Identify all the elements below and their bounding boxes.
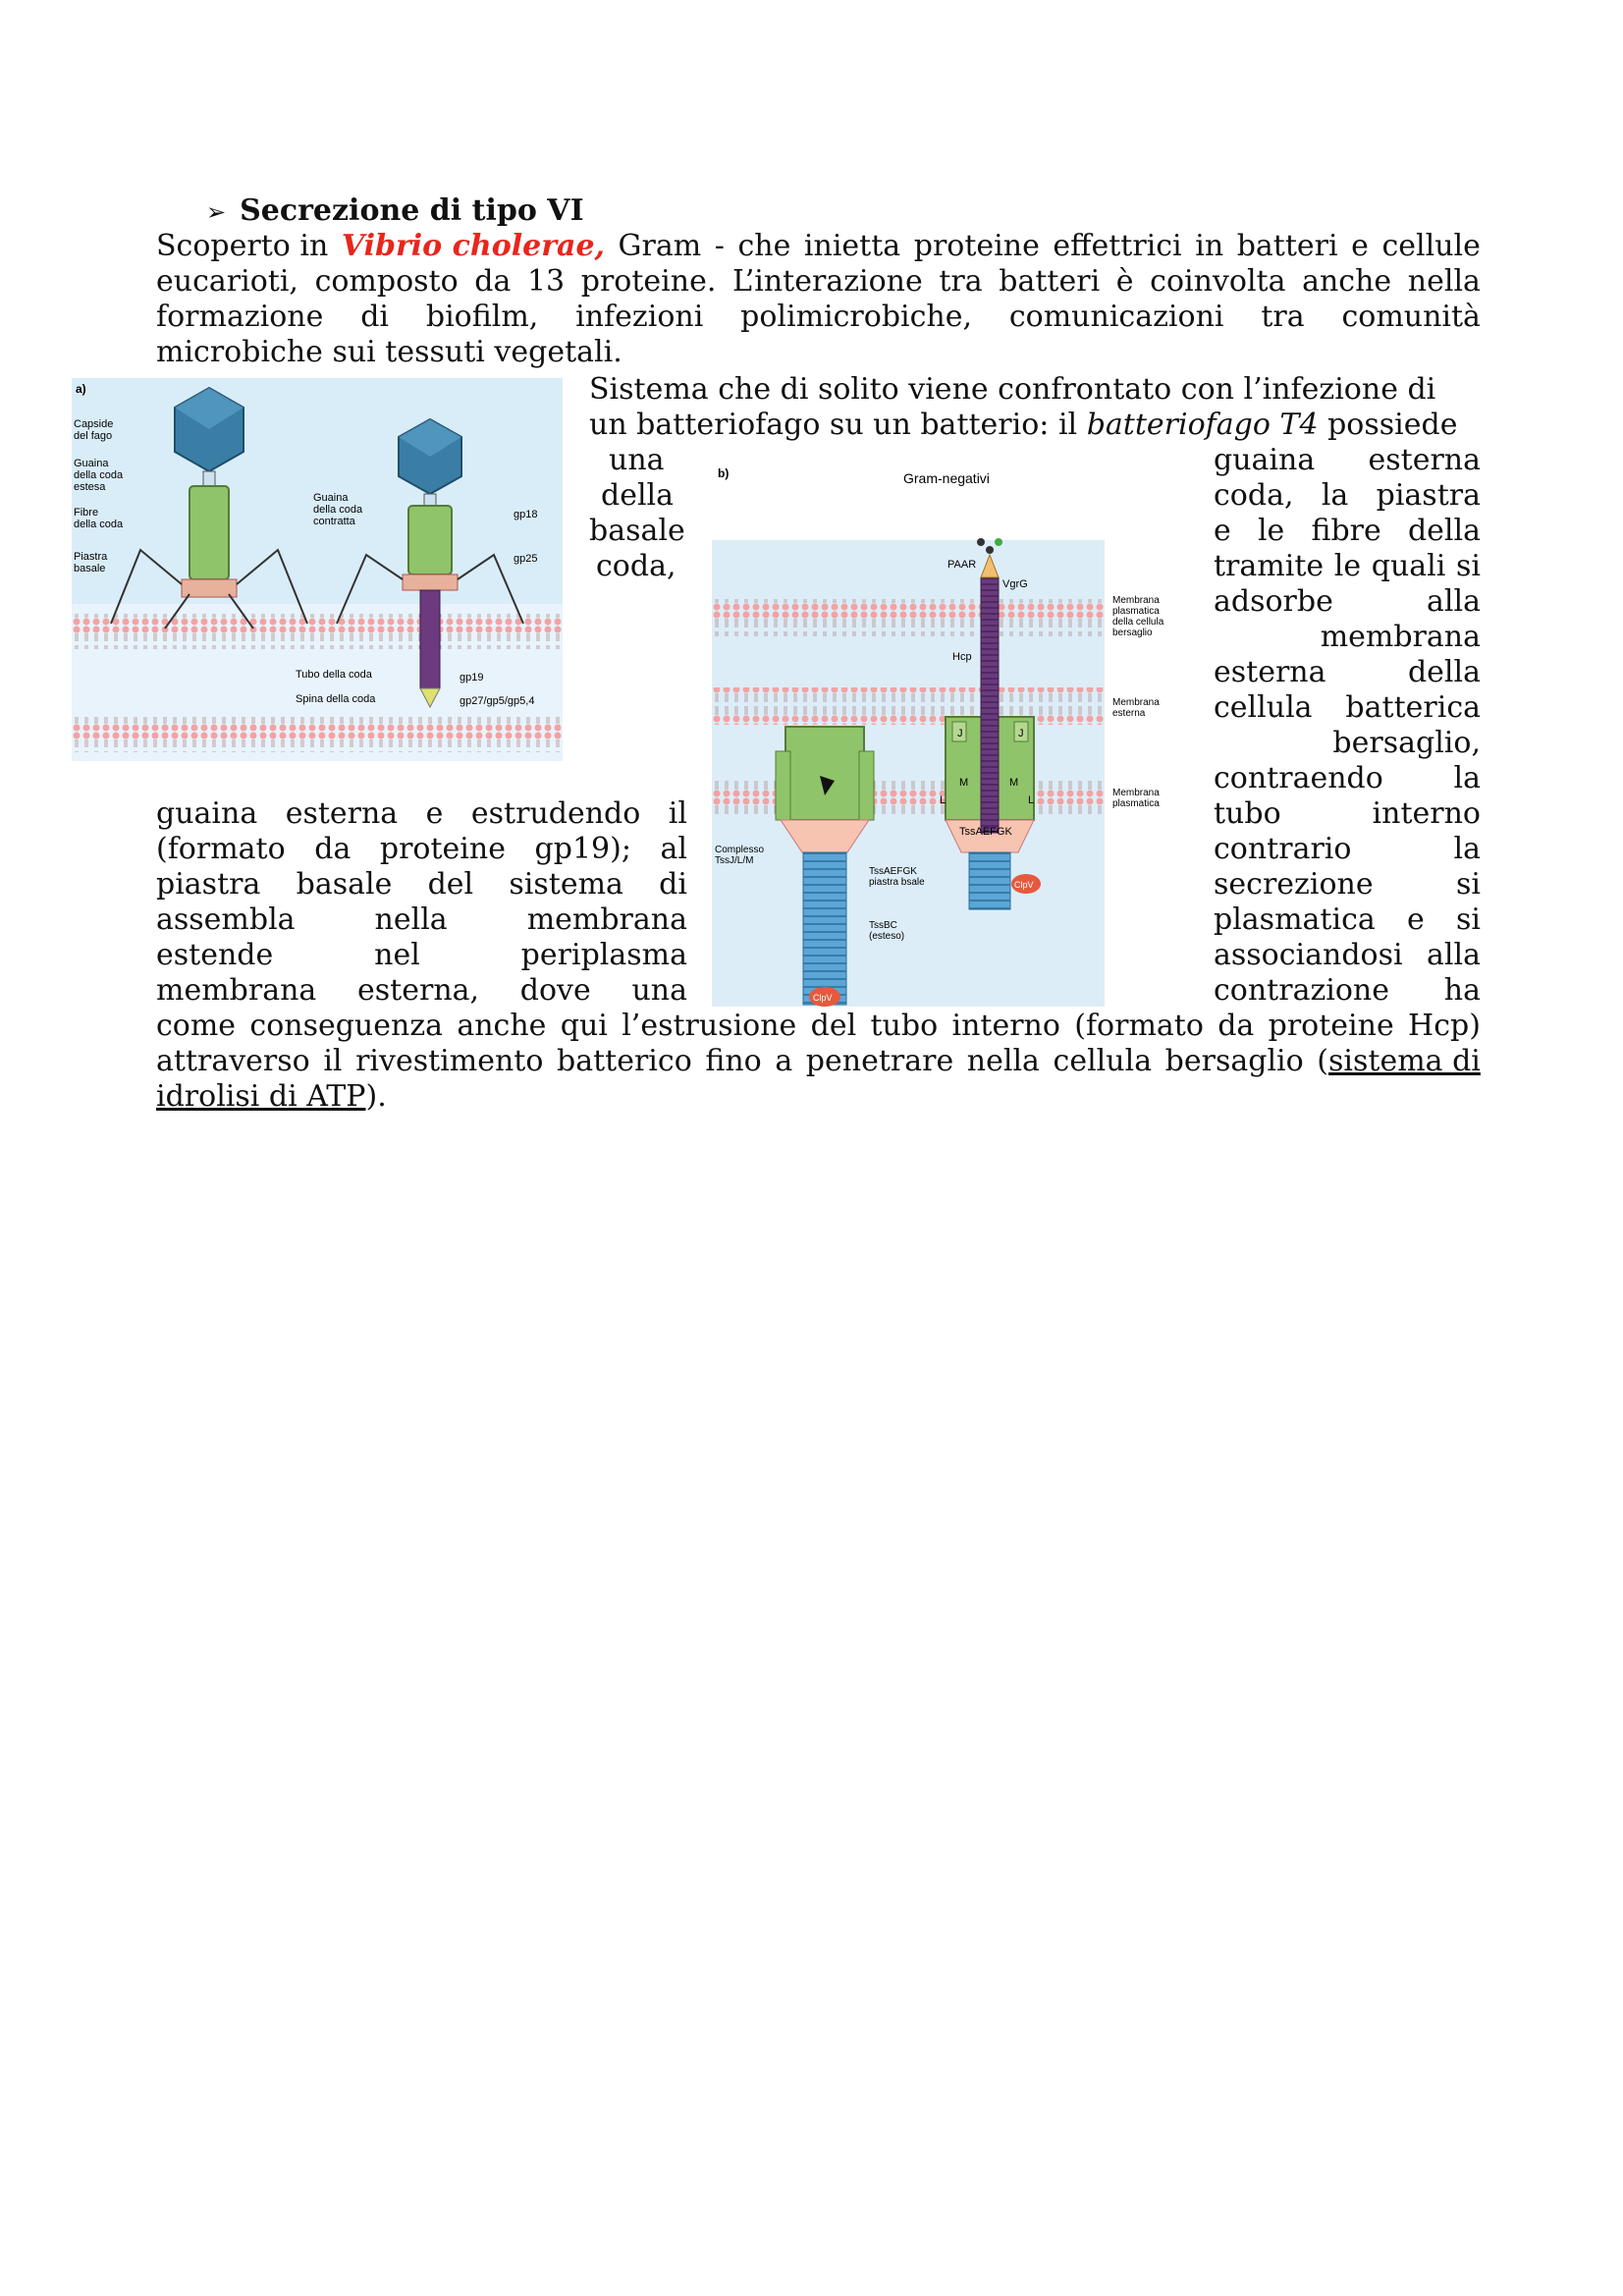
text-word: una (631, 973, 687, 1008)
text-word: le (1333, 549, 1362, 583)
text-word: e (1351, 229, 1369, 263)
text-word: tramite (1214, 549, 1325, 583)
text-word: che (737, 229, 791, 263)
label-capsid: Capside del fago (74, 418, 114, 442)
text-word: e (1407, 902, 1425, 937)
membrane-plasma (712, 781, 1105, 818)
text-word: estende (156, 938, 274, 972)
text-word: proteine. (580, 264, 717, 299)
label-complex: Complesso TssJ/L/M (715, 845, 765, 866)
text-word: ). (365, 1079, 387, 1114)
text-word: qui (560, 1009, 608, 1043)
text-word: tra (939, 264, 983, 299)
text-word: bersaglio (1164, 1044, 1304, 1078)
right-line (1214, 902, 1481, 938)
label-j-2: J (1018, 728, 1024, 739)
text-word: l’estrusione (622, 1009, 797, 1043)
text-word: assembla (156, 902, 296, 937)
text-word: batterico (557, 1044, 692, 1078)
text-word: anche (457, 1009, 547, 1043)
text-word: contrario (1214, 832, 1352, 866)
text-word: piastra (156, 867, 261, 902)
text-word: nella (374, 902, 448, 937)
text-word: a (775, 1044, 793, 1078)
text-word: 13 (526, 264, 566, 299)
text-word: dove (519, 973, 591, 1008)
text-word: adsorbe (1214, 584, 1333, 619)
mid-word-2: della (601, 478, 675, 513)
text-word: inietta (803, 229, 901, 263)
text-word: gp19); (534, 832, 631, 866)
text-word: anche (1302, 264, 1392, 299)
label-tssbc: TssBC (esteso) (869, 920, 905, 942)
label-mem-plasma: Membrana plasmatica (1112, 788, 1160, 809)
right-line (1214, 655, 1481, 690)
text-word: la (1453, 761, 1481, 795)
label-paar: PAAR (947, 559, 977, 571)
text-word: al (660, 832, 687, 866)
closing-line-2 (156, 1044, 1481, 1079)
text-word: alla (1427, 584, 1481, 619)
label-tssaefgk-plate: TssAEFGK piastra bsale (869, 866, 925, 888)
text-word: cellule (1381, 229, 1481, 263)
text-word: conseguenza (249, 1009, 444, 1043)
text-word: si (1455, 549, 1481, 583)
text-word: ha (1443, 973, 1481, 1008)
section-heading (206, 193, 584, 230)
text-word: del (427, 867, 474, 902)
text-word: è (1115, 264, 1134, 299)
right-line (1214, 938, 1481, 973)
text-word: da (314, 832, 352, 866)
label-gp18: gp18 (514, 509, 538, 520)
text-word: associandosi (1214, 938, 1403, 972)
label-l-1: L (940, 794, 947, 806)
label-gp27: gp27/gp5/gp5,4 (460, 695, 535, 707)
text-word: batterica (1345, 690, 1481, 725)
text-word: infezioni (575, 300, 704, 334)
membrane-outer (712, 687, 1105, 725)
text-word: rivestimento (355, 1044, 544, 1078)
text-word: come (156, 1009, 237, 1043)
text-word: quali (1371, 549, 1446, 583)
right-line (1214, 478, 1481, 514)
text-word: la (1453, 832, 1481, 866)
text-word: penetrare (805, 1044, 954, 1078)
right-line (1214, 832, 1481, 867)
text-word: membrana (1320, 620, 1481, 654)
text-word: coda, (1214, 478, 1294, 513)
text-word: attraverso (156, 1044, 310, 1078)
label-l-2: L (1028, 794, 1035, 806)
panel-label: a) (76, 382, 86, 396)
text-word: esterna, (357, 973, 480, 1008)
text-word: bersaglio, (1332, 726, 1481, 760)
right-line (1214, 761, 1481, 796)
text-word: tubo (1214, 796, 1281, 831)
text-word: di (659, 867, 687, 902)
bullet-arrow-icon: ➢ (206, 198, 227, 226)
text-word: Scoperto in (156, 229, 329, 263)
text-word: composto (314, 264, 459, 299)
link-group (1317, 1044, 1481, 1079)
text-word: guaina (156, 796, 258, 831)
label-tube: Tubo della coda (296, 669, 372, 681)
text-word: il (323, 1044, 343, 1078)
text-word: interno (1372, 796, 1481, 831)
text-word: guaina (1214, 443, 1316, 477)
membrane-outer (72, 614, 563, 649)
label-mem-target: Membrana plasmatica della cellula bersaglio (1112, 595, 1164, 638)
text-word: possiede (1327, 408, 1458, 442)
intro-line-2 (156, 264, 1481, 300)
label-clpv-2: ClpV (1014, 880, 1034, 890)
text-word: il (668, 796, 687, 831)
text-word: del (810, 1009, 857, 1043)
label-sheath-con: Guaina della coda contratta (313, 492, 363, 527)
text-word: esterna (1368, 443, 1481, 477)
text-word: cellula (1053, 1044, 1153, 1078)
text-word: membrana (156, 973, 317, 1008)
text-word: un batteriofago su un batterio: il (589, 408, 1078, 442)
figure-a-phage (72, 378, 563, 761)
text-word: nella (1407, 264, 1481, 299)
t6ss-diagram (712, 462, 1203, 1007)
atp-link-part-2[interactable]: idrolisi di ATP (156, 1079, 366, 1114)
intro-line-1 (156, 229, 1481, 264)
right-line (1214, 973, 1481, 1009)
text-word: nella (966, 1044, 1040, 1078)
text-word: la (1321, 478, 1349, 513)
label-m-1: M (959, 777, 969, 789)
text-word: batteri (999, 264, 1101, 299)
membrane-inner (72, 717, 563, 752)
text-word: della (1407, 655, 1481, 689)
atp-link-part-1[interactable]: sistema di (1328, 1044, 1481, 1078)
text-word: esterna (285, 796, 399, 831)
text-word: si (1456, 867, 1481, 902)
label-gp19: gp19 (460, 672, 484, 683)
text-word: alla (1427, 938, 1481, 972)
mid-word-3: basale (589, 514, 685, 548)
text-word: Hcp) (1408, 1009, 1481, 1043)
text-word: proteine (913, 229, 1040, 263)
closing-line-1 (156, 1009, 1481, 1044)
text-word: piastra (1376, 478, 1481, 513)
text-word: contrazione (1214, 973, 1390, 1008)
text-word: eucarioti, (156, 264, 298, 299)
right-line (1214, 443, 1481, 478)
text-word: sistema (509, 867, 623, 902)
mid-word-4: coda, (596, 549, 676, 583)
figure-b-t6ss (712, 462, 1203, 1007)
label-gp25: gp25 (514, 553, 538, 565)
left-line (156, 832, 687, 867)
label-spike: Spina della coda (296, 693, 376, 705)
text-word: secrezione (1214, 867, 1374, 902)
text-word: formazione (156, 300, 324, 334)
text-word: - (714, 229, 725, 263)
label-vgrg: VgrG (1002, 578, 1028, 590)
mid-word-1: una (609, 443, 665, 477)
text-word: da (474, 264, 512, 299)
left-line (156, 796, 687, 832)
text-word: comunità (1341, 300, 1481, 334)
right-line (1214, 620, 1481, 655)
text-word: tra (1261, 300, 1305, 334)
text-word: ( (1317, 1044, 1328, 1078)
flow-line-1: Sistema che di solito viene confrontato con l’infezione di (589, 372, 1436, 407)
right-line (1214, 726, 1481, 761)
left-line (156, 973, 687, 1009)
text-word: le (1257, 514, 1285, 548)
heading-text: Secrezione di tipo VI (240, 193, 584, 228)
right-line (1214, 796, 1481, 832)
flow-line-2 (589, 408, 1457, 443)
right-line (1214, 690, 1481, 726)
figure-title: Gram-negativi (903, 470, 990, 486)
text-word: comunicazioni (1008, 300, 1224, 334)
text-word: coinvolta (1150, 264, 1286, 299)
text-word: da (1217, 1009, 1255, 1043)
text-word: e (1214, 514, 1231, 548)
text-word: contraendo (1214, 761, 1383, 795)
text-word: fino (705, 1044, 762, 1078)
label-clpv-1: ClpV (813, 993, 833, 1003)
right-line (1214, 549, 1481, 584)
panel-label: b) (718, 466, 730, 480)
left-line (156, 902, 687, 938)
text-word: nel (374, 938, 420, 972)
text-word: della (1407, 514, 1481, 548)
text-word: si (1456, 902, 1481, 937)
text-word: esterna (1214, 655, 1326, 689)
text-word: (formato (1074, 1009, 1204, 1043)
text-word: effettrici (1053, 229, 1182, 263)
text-word: e (425, 796, 444, 831)
text-word: fibre (1311, 514, 1381, 548)
left-line (156, 938, 687, 973)
label-m-2: M (1009, 777, 1019, 789)
label-fibers: Fibre della coda (74, 507, 124, 530)
text-word: basale (296, 867, 393, 902)
intro-line-4: microbiche sui tessuti vegetali. (156, 335, 622, 369)
label-plate: Piastra basale (74, 551, 108, 574)
left-line (156, 867, 687, 902)
right-line (1214, 867, 1481, 902)
text-word: L’interazione (732, 264, 923, 299)
text-word: in (1195, 229, 1224, 263)
closing-line-3 (156, 1079, 1481, 1115)
text-word: periplasma (520, 938, 687, 972)
text-word: proteine (1268, 1009, 1394, 1043)
text-word: cellula (1214, 690, 1313, 725)
text-word: polimicrobiche, (740, 300, 973, 334)
species-name: Vibrio cholerae, (341, 229, 605, 263)
label-j-1: J (957, 728, 963, 739)
intro-line-3 (156, 300, 1481, 335)
text-word: proteine (379, 832, 506, 866)
text-word: interno (951, 1009, 1060, 1043)
phage-diagram (72, 378, 563, 761)
membrane-target (712, 599, 1105, 636)
label-sheath-ext: Guaina della coda estesa (74, 458, 124, 493)
text-word: di (360, 300, 390, 334)
phage-name: batteriofago T4 (1086, 408, 1319, 442)
text-word: (formato (156, 832, 286, 866)
text-word: biofilm, (425, 300, 539, 334)
text-word: batteri (1236, 229, 1338, 263)
text-word: membrana (526, 902, 687, 937)
text-word: tubo (870, 1009, 939, 1043)
right-line (1214, 584, 1481, 620)
label-hcp: Hcp (952, 651, 972, 663)
right-line (1214, 514, 1481, 549)
text-word: estrudendo (470, 796, 641, 831)
text-word: plasmatica (1214, 902, 1376, 937)
label-mem-outer: Membrana esterna (1112, 697, 1160, 719)
label-tssaefgk: TssAEFGK (959, 826, 1012, 838)
text-word: Gram (618, 229, 702, 263)
